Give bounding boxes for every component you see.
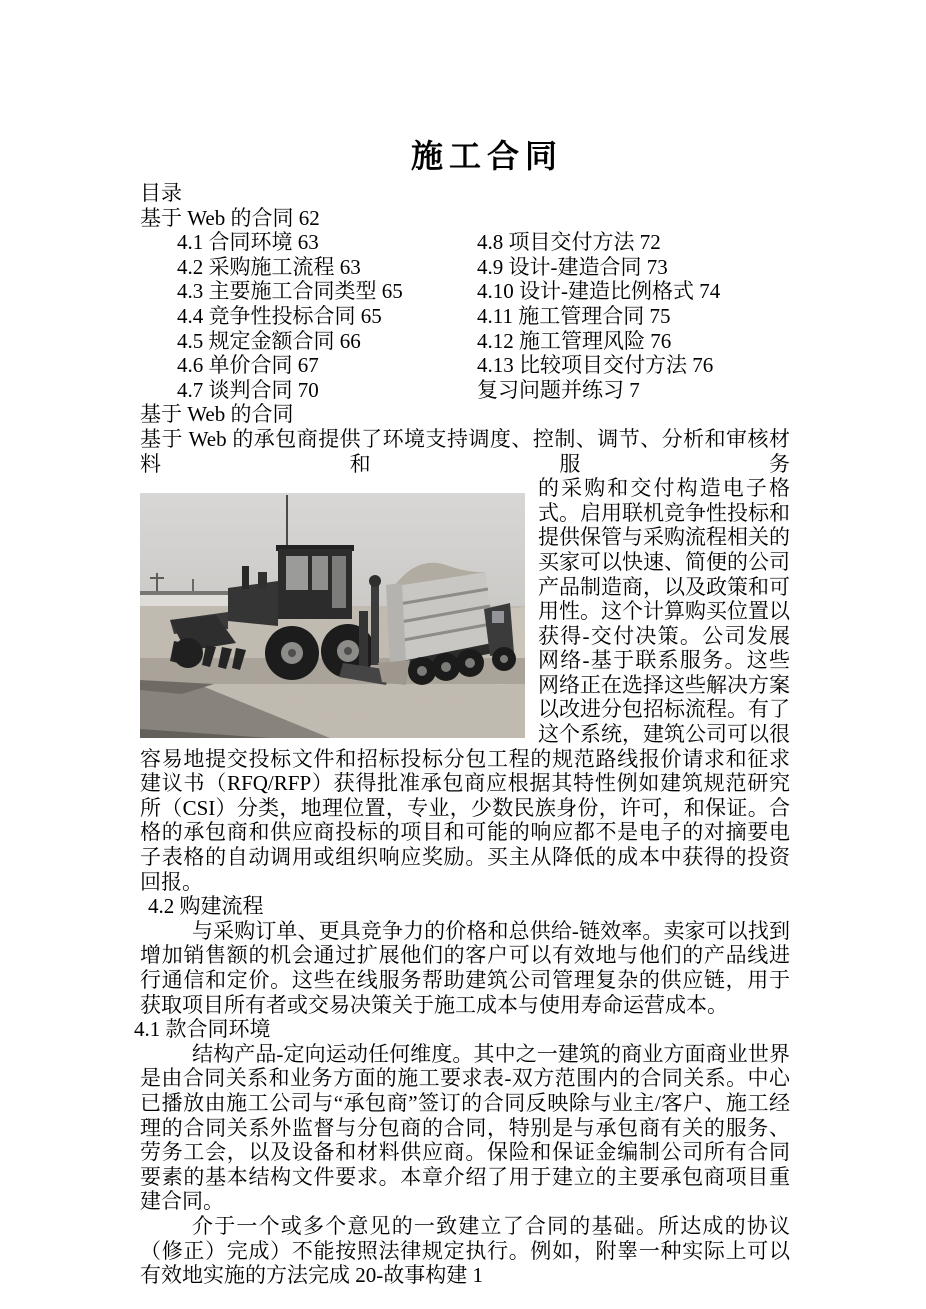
toc-row	[140, 230, 790, 255]
toc-top-item: 基于 Web 的合同 62	[140, 205, 320, 230]
toc-row	[140, 329, 790, 354]
toc-item: 4.3 主要施工合同类型 65	[177, 279, 403, 304]
toc-row	[140, 353, 790, 378]
toc-item: 4.6 单价合同 67	[177, 353, 319, 378]
paragraph-contract-environment: 结构产品-定向运动任何维度。其中之一建筑的商业方面商业世界是由合同关系和业务方面的施工要求表-双方范围内的合同关系。中心已播放由施工公司与“承包商”签订的合同反映除与业主/客户、施工经理的合同关系外监督与分包商的合同，特别是与承包商有关的服务、劳务工会，以及设备和材料供应商。保险和保证金编制公司所有合同要素的基本结构文件要求。本章介绍了用于建立的主要承包商项目重建合同。	[140, 1041, 790, 1214]
section-heading-web-contracts: 基于 Web 的合同	[140, 402, 294, 427]
paragraph-procurement: 与采购订单、更具竞争力的价格和总供给-链效率。卖家可以找到增加销售额的机会通过扩展他们的客户可以有效地与他们的产品线进行通信和定价。这些在线服务帮助建筑公司管理复杂的供应链，用于获取项目所有者或交易决策关于施工成本与使用寿命运营成本。	[140, 918, 790, 1017]
paragraph-agreement-basis: 介于一个或多个意见的一致建立了合同的基础。所达成的协议（修正）完成）不能按照法律规定执行。例如，附睾一种实际上可以有效地实施的方法完成 20-故事构建 1	[140, 1213, 790, 1288]
toc-item: 4.4 竞争性投标合同 65	[177, 303, 382, 328]
table-of-contents	[140, 181, 790, 402]
toc-item: 4.12 施工管理风险 76	[477, 328, 672, 353]
toc-item: 4.1 合同环境 63	[177, 230, 319, 255]
toc-item: 4.13 比较项目交付方法 76	[477, 353, 714, 378]
section-heading-4-2: 4.2 购建流程	[148, 894, 264, 919]
paragraph-web-contracts-first-line: 基于 Web 的承包商提供了环境支持调度、控制、调节、分析和审核材料和服务	[140, 426, 790, 476]
document-title: 施工合同	[410, 138, 563, 174]
toc-item: 4.7 谈判合同 70	[177, 377, 319, 402]
paragraph-with-figure	[140, 476, 790, 894]
toc-item: 4.5 规定金额合同 66	[177, 328, 361, 353]
toc-item: 4.8 项目交付方法 72	[477, 230, 661, 255]
toc-heading: 目录	[140, 181, 182, 205]
toc-item: 4.9 设计-建造合同 73	[477, 254, 668, 279]
toc-item: 4.2 采购施工流程 63	[177, 254, 361, 279]
section-heading-4-1: 4.1 款合同环境	[134, 1017, 271, 1042]
toc-item: 4.11 施工管理合同 75	[477, 303, 671, 328]
grader-dump-truck-photo	[140, 493, 525, 738]
toc-row	[140, 304, 790, 329]
construction-photo	[140, 493, 525, 738]
toc-item: 4.10 设计-建造比例格式 74	[477, 279, 721, 304]
paragraph-web-contracts-rest: 的采购和交付构造电子格式。启用联机竞争性投标和提供保管与采购流程相关的买家可以快速、简便的公司产品制造商，以及政策和可用性。这个计算购买位置以获得-交付决策。公司发展网络-基于联系服务。这些网络正在选择这些解决方案以改进分包招标流程。有了这个系统，建筑公司可以很容易地提交投标文件和招标投标分包工程的规范路线报价请求和征求建议书（RFQ/RFP）获得批准承包商应根据其特性例如建筑规范研究所（CSI）分类，地理位置，专业，少数民族身份，许可，和保证。合格的承包商和供应商投标的项目和可能的响应都不是电子的对摘要电子表格的自动调用或组织响应奖励。买主从降低的成本中获得的投资回报。	[140, 476, 790, 894]
toc-row	[140, 279, 790, 304]
toc-row	[140, 255, 790, 280]
toc-item: 复习问题并练习 7	[477, 377, 640, 402]
toc-row	[140, 378, 790, 403]
